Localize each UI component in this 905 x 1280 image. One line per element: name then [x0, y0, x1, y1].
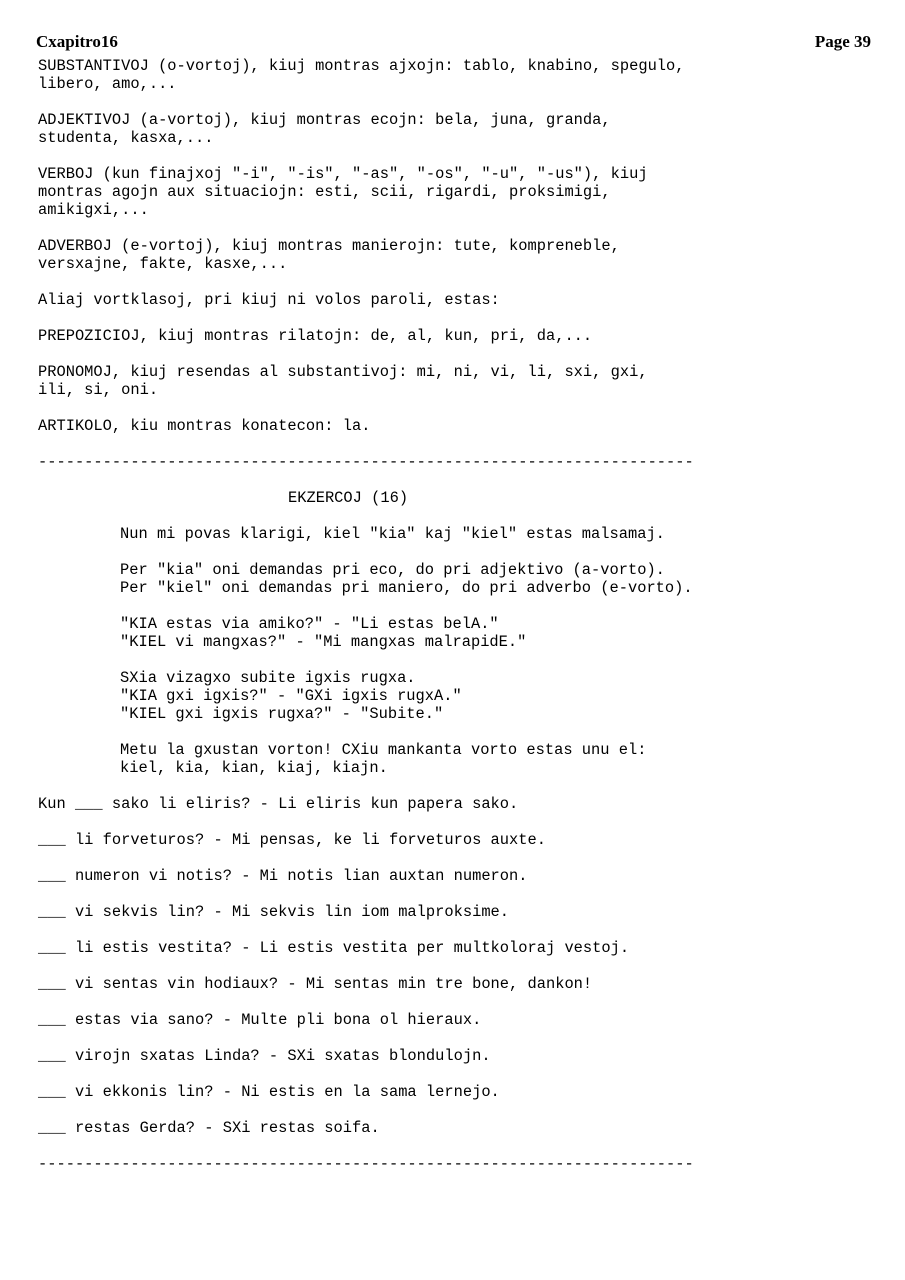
intro-prepozicioj [38, 327, 888, 345]
text-line: versxajne, fakte, kasxe,... [38, 255, 288, 273]
text-line: PRONOMOJ, kiuj resendas al substantivoj: mi, ni, vi, li, sxi, gxi, [38, 363, 648, 381]
text-line: Per "kiel" oni demandas pri maniero, do pri adverbo (e-vorto). [120, 579, 693, 597]
text-line: "KIA gxi igxis?" - "GXi igxis rugxA." [120, 687, 462, 705]
text-line: montras agojn aux situaciojn: esti, scii, rigardi, proksimigi, [38, 183, 611, 201]
page-number: Page 39 [814, 32, 871, 51]
text-line: ili, si, oni. [38, 381, 159, 399]
text-line: Per "kia" oni demandas pri eco, do pri adjektivo (a-vorto). [120, 561, 665, 579]
text-line: "KIEL gxi igxis rugxa?" - "Subite." [120, 705, 444, 723]
text-line: ARTIKOLO, kiu montras konatecon: la. [38, 417, 371, 435]
text-line: kiel, kia, kian, kiaj, kiajn. [120, 759, 388, 777]
intro-verboj [38, 165, 888, 219]
exercise-title: EKZERCOJ (16) [288, 489, 409, 507]
chapter-title: Cxapitro16 [36, 32, 118, 51]
text-line: Metu la gxustan vorton! CXiu mankanta vorto estas unu el: [120, 741, 647, 759]
question-item: ___ estas via sano? - Multe pli bona ol hieraux. [38, 1011, 482, 1029]
question-item: Kun ___ sako li eliris? - Li eliris kun papera sako. [38, 795, 519, 813]
question-item: ___ li forveturos? - Mi pensas, ke li forveturos auxte. [38, 831, 546, 849]
exercise-para-1 [120, 525, 888, 543]
intro-adverboj [38, 237, 888, 273]
question-item: ___ vi ekkonis lin? - Ni estis en la sama lernejo. [38, 1083, 500, 1101]
intro-artikolo [38, 417, 888, 435]
text-line: Nun mi povas klarigi, kiel "kia" kaj "kiel" estas malsamaj. [120, 525, 665, 543]
exercise-para-3 [120, 615, 888, 651]
text-line: VERBOJ (kun finajxoj "-i", "-is", "-as", "-os", "-u", "-us"), kiuj [38, 165, 648, 183]
text-line: "KIA estas via amiko?" - "Li estas belA." [120, 615, 499, 633]
text-line: ADJEKTIVOJ (a-vortoj), kiuj montras ecojn: bela, juna, granda, [38, 111, 611, 129]
question-item: ___ virojn sxatas Linda? - SXi sxatas blondulojn. [38, 1047, 491, 1065]
text-line: SUBSTANTIVOJ (o-vortoj), kiuj montras ajxojn: tablo, knabino, spegulo, [38, 57, 685, 75]
question-item: ___ vi sekvis lin? - Mi sekvis lin iom malproksime. [38, 903, 510, 921]
text-line: libero, amo,... [38, 75, 177, 93]
text-line: PREPOZICIOJ, kiuj montras rilatojn: de, al, kun, pri, da,... [38, 327, 593, 345]
question-item: ___ numeron vi notis? - Mi notis lian auxtan numeron. [38, 867, 528, 885]
text-line: "KIEL vi mangxas?" - "Mi mangxas malrapidE." [120, 633, 527, 651]
page-body [38, 57, 888, 1191]
text-line: amikigxi,... [38, 201, 149, 219]
question-item: ___ vi sentas vin hodiaux? - Mi sentas min tre bone, dankon! [38, 975, 593, 993]
exercise-para-5 [120, 741, 888, 777]
text-line: studenta, kasxa,... [38, 129, 214, 147]
text-line: Aliaj vortklasoj, pri kiuj ni volos paroli, estas: [38, 291, 500, 309]
divider-bottom: ----------------------------------------------------------------------- [38, 1155, 694, 1173]
question-item: ___ li estis vestita? - Li estis vestita per multkoloraj vestoj. [38, 939, 630, 957]
exercise-para-4 [120, 669, 888, 723]
intro-substantivoj [38, 57, 888, 93]
question-item: ___ restas Gerda? - SXi restas soifa. [38, 1119, 380, 1137]
intro-adjektivoj [38, 111, 888, 147]
text-line: SXia vizagxo subite igxis rugxa. [120, 669, 416, 687]
intro-aliaj [38, 291, 888, 309]
intro-pronomoj [38, 363, 888, 399]
text-line: ADVERBOJ (e-vortoj), kiuj montras manierojn: tute, kompreneble, [38, 237, 620, 255]
exercise-para-2 [120, 561, 888, 597]
divider-top: ----------------------------------------------------------------------- [38, 453, 694, 471]
